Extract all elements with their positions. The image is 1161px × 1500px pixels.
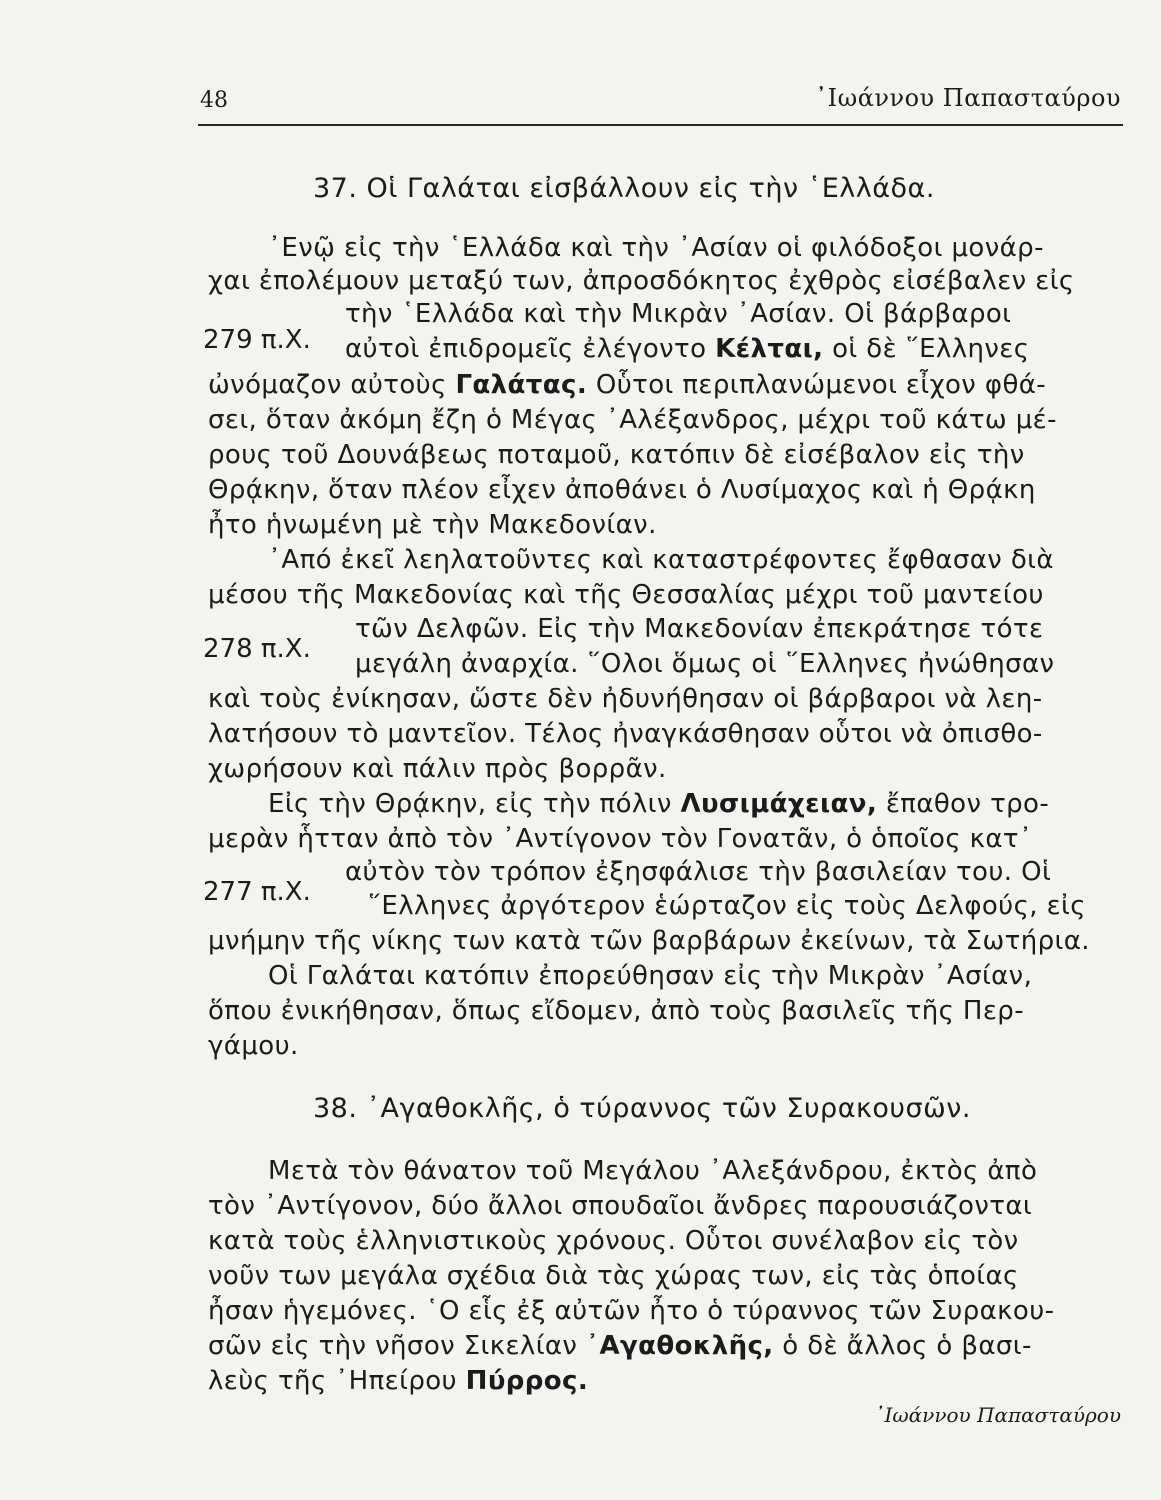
section-38-title: 38. ᾽Αγαθοκλῆς, ὁ τύραννος τῶν Συρακουσῶν. xyxy=(313,1093,971,1124)
text-line: ὅπου ἐνικήθησαν, ὅπως εἴδομεν, ἀπὸ τοὺς βασιλεῖς τῆς Περ- xyxy=(208,996,1024,1026)
text-line: Εἰς τὴν Θρᾴκην, εἰς τὴν πόλιν Λυσιμάχειαν, ἔπαθον τρο- xyxy=(268,789,1050,819)
page-footer: ᾽Ιωάννου Παπασταύρου xyxy=(874,1403,1121,1427)
text-line: τὸν ᾽Αντίγονον, δύο ἄλλοι σπουδαῖοι ἄνδρες παρουσιάζονται xyxy=(208,1191,1033,1221)
text-line: ῞Ελληνες ἀργότερον ἑώρταζον εἰς τοὺς Δελφούς, εἰς xyxy=(368,891,1086,921)
text-line: νοῦν των μεγάλα σχέδια διὰ τὰς χώρας των, εἰς τὰς ὁποίας xyxy=(208,1261,1019,1291)
text-line: σῶν εἰς τὴν νῆσον Σικελίαν ᾽Αγαθοκλῆς, ὁ δὲ ἄλλος ὁ βασι- xyxy=(208,1331,1032,1361)
text-line: χωρήσουν καὶ πάλιν πρὸς βορρᾶν. xyxy=(208,754,667,784)
text-line: χαι ἐπολέμουν μεταξύ των, ἀπροσδόκητος ἐχθρὸς εἰσέβαλεν εἰς xyxy=(208,266,1075,296)
text-line: ὠνόμαζον αὐτοὺς Γαλάτας. Οὗτοι περιπλανώμενοι εἶχον φθά- xyxy=(208,370,1047,400)
text-line: Θρᾴκην, ὅταν πλέον εἶχεν ἀποθάνει ὁ Λυσίμαχος καὶ ἡ Θρᾴκη xyxy=(208,475,1036,505)
text-line: ρους τοῦ Δουνάβεως ποταμοῦ, κατόπιν δὲ εἰσέβαλον εἰς τὴν xyxy=(208,440,1025,470)
text-line: αὐτοὶ ἐπιδρομεῖς ἐλέγοντο Κέλται, οἱ δὲ ῞Ελληνες xyxy=(345,334,1030,364)
text-line: μερὰν ἧτταν ἀπὸ τὸν ᾽Αντίγονον τὸν Γονατᾶν, ὁ ὁποῖος κατ᾽ xyxy=(208,824,1033,854)
bold-term-agathokles: ᾽Αγαθοκλῆς, xyxy=(586,1331,774,1361)
text-line: αὐτὸν τὸν τρόπον ἐξησφάλισε τὴν βασιλείαν του. Οἱ xyxy=(345,857,1052,887)
text-line: τὴν ῾Ελλάδα καὶ τὴν Μικρὰν ᾽Ασίαν. Οἱ βάρβαροι xyxy=(345,299,1012,329)
text-line: ἦσαν ἡγεμόνες. ῾Ο εἷς ἐξ αὐτῶν ἦτο ὁ τύραννος τῶν Συρακου- xyxy=(208,1296,1055,1326)
margin-date: 278 π.Χ. xyxy=(203,634,311,664)
text-line: Οἱ Γαλάται κατόπιν ἐπορεύθησαν εἰς τὴν Μικρὰν ᾽Ασίαν, xyxy=(268,961,1033,991)
text-line: μεγάλη ἀναρχία. ῞Ολοι ὅμως οἱ ῞Ελληνες ἠνώθησαν xyxy=(355,649,1055,679)
section-37-title: 37. Οἱ Γαλάται εἰσβάλλουν εἰς τὴν ῾Ελλάδα. xyxy=(313,173,935,204)
text-line: ἦτο ἡνωμένη μὲ τὴν Μακεδονίαν. xyxy=(208,510,657,540)
text-line: λεὺς τῆς ᾽Ηπείρου Πύρρος. xyxy=(208,1366,589,1396)
text-line: γάμου. xyxy=(208,1031,299,1061)
bold-term-keltai: Κέλται, xyxy=(715,334,824,364)
text-line: Μετὰ τὸν θάνατον τοῦ Μεγάλου ᾽Αλεξάνδρου, ἐκτὸς ἀπὸ xyxy=(268,1156,1038,1186)
margin-date: 277 π.Χ. xyxy=(203,877,311,907)
page-header xyxy=(200,84,1125,120)
text-line: καὶ τοὺς ἐνίκησαν, ὥστε δὲν ἠδυνήθησαν οἱ βάρβαροι νὰ λεη- xyxy=(208,684,1043,714)
text-line: μέσου τῆς Μακεδονίας καὶ τῆς Θεσσαλίας μέχρι τοῦ μαντείου xyxy=(208,580,1044,610)
text-line: κατὰ τοὺς ἑλληνιστικοὺς χρόνους. Οὗτοι συνέλαβον εἰς τὸν xyxy=(208,1226,1019,1256)
bold-term-pyrrhos: Πύρρος. xyxy=(465,1366,589,1396)
bold-term-galatas: Γαλάτας. xyxy=(455,370,588,400)
text-line: τῶν Δελφῶν. Εἰς τὴν Μακεδονίαν ἐπεκράτησε τότε xyxy=(355,614,1044,644)
header-rule xyxy=(198,124,1123,126)
text-line: λατήσουν τὸ μαντεῖον. Τέλος ἠναγκάσθησαν οὗτοι νὰ ὀπισθο- xyxy=(208,719,1043,749)
text-line: μνήμην τῆς νίκης των κατὰ τῶν βαρβάρων ἐκείνων, τὰ Σωτήρια. xyxy=(208,926,1090,956)
text-line: σει, ὅταν ἀκόμη ἔζη ὁ Μέγας ᾽Αλέξανδρος, μέχρι τοῦ κάτω μέ- xyxy=(208,405,1057,435)
running-head: ᾽Ιωάννου Παπασταύρου xyxy=(815,84,1121,112)
bold-term-lysimacheia: Λυσιμάχειαν, xyxy=(680,789,878,819)
text-line: ᾽Από ἐκεῖ λεηλατοῦντες καὶ καταστρέφοντες ἔφθασαν διὰ xyxy=(268,545,1054,575)
page-number: 48 xyxy=(200,88,228,113)
text-line: ᾽Ενῷ εἰς τὴν ῾Ελλάδα καὶ τὴν ᾽Ασίαν οἱ φιλόδοξοι μονάρ- xyxy=(268,233,1044,263)
margin-date: 279 π.Χ. xyxy=(203,325,311,355)
